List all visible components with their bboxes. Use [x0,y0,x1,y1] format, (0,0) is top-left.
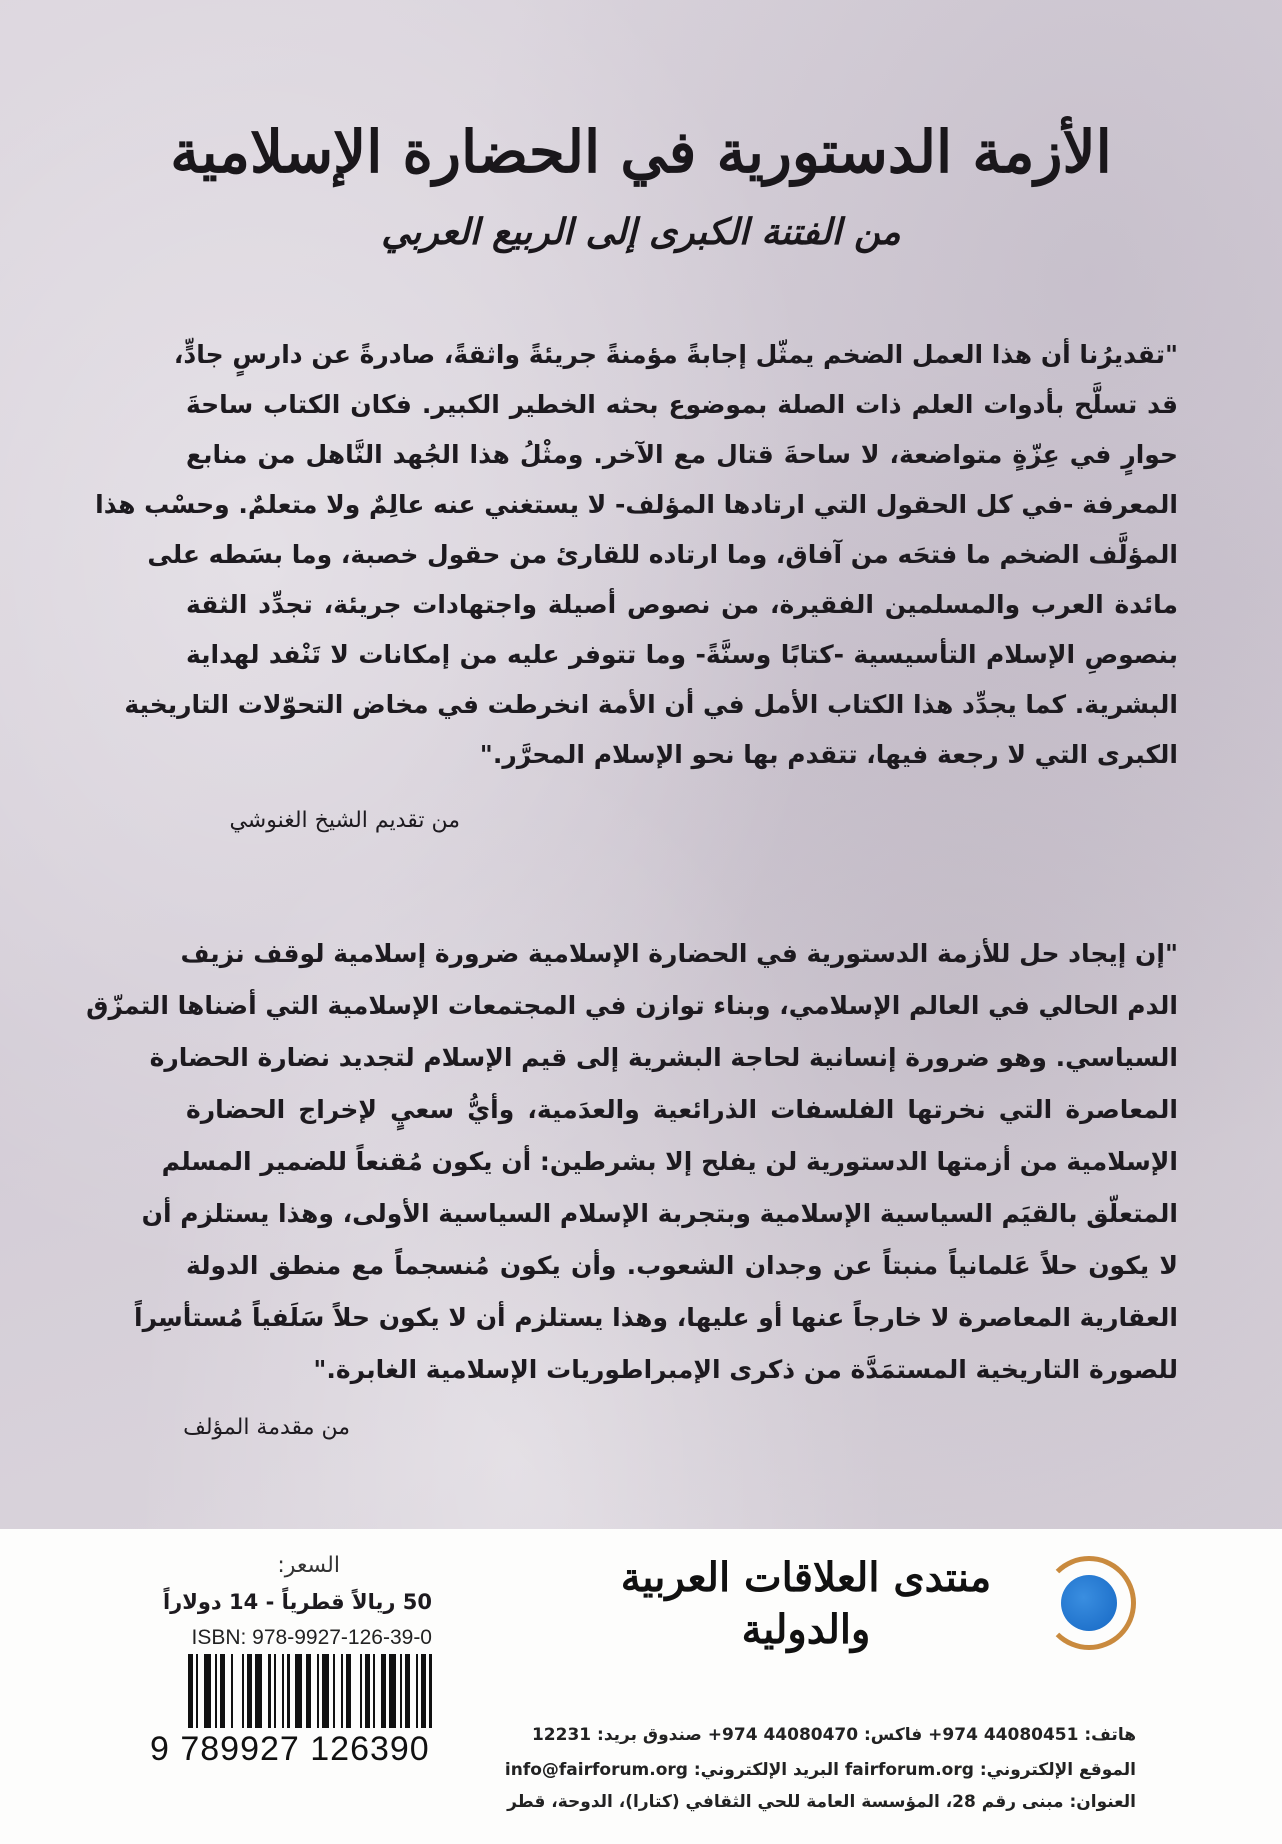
quote-ghannouchi [95,330,1178,780]
barcode-bar [242,1654,244,1728]
barcode-bar [268,1654,270,1728]
book-title: الأزمة الدستورية في الحضارة الإسلامية [170,118,1112,186]
barcode-bar [274,1654,276,1728]
barcode-bar [341,1654,343,1728]
price-value: 50 ريالاً قطرياً - 14 دولاراً [162,1590,432,1614]
barcode-bar [247,1654,252,1728]
quote-line: الإسلامية من أزمتها الدستورية لن يفلح إلا بشرطين: أن يكون مُقنعاً للضمير المسلم [161,1147,1178,1176]
barcode-bar [317,1654,319,1728]
quote-attribution: من مقدمة المؤلف [183,1415,350,1440]
barcode-bar [215,1654,217,1728]
barcode-bar [373,1654,375,1728]
barcode-bar [231,1654,233,1728]
quote-line: المعرفة -في كل الحقول التي ارتادها المؤلف- لا يستغني عنه عالِمٌ ولا متعلمٌ. وحسْب هذا [95,490,1178,519]
publisher-logo [576,1548,1136,1698]
quote-line: الدم الحالي في العالم الإسلامي، وبناء توازن في المجتمعات الإسلامية التي أضناها التمزّق [86,991,1178,1020]
book-subtitle: من الفتنة الكبرى إلى الربيع العربي [381,211,901,253]
barcode-bar [204,1654,211,1728]
publisher-name: منتدى العلاقات العربية والدولية [620,1554,992,1653]
quote-line: قد تسلَّح بأدوات العلم ذات الصلة بموضوع بحثه الخطير الكبير. فكان الكتاب ساحةَ [186,390,1178,419]
barcode-bar [429,1654,431,1728]
barcode-bar [322,1654,329,1728]
contact-address: العنوان: مبنى رقم 28، المؤسسة العامة للحي الثقافي (كتارا)، الدوحة، قطر [507,1792,1136,1812]
quote-author [86,928,1178,1396]
barcode-bar [360,1654,362,1728]
barcode-bar [220,1654,225,1728]
isbn: ISBN: 978-9927-126-39-0 [191,1626,432,1649]
quote-line: المتعلّق بالقيَم السياسية الإسلامية وبتجربة الإسلام السياسية الأولى، وهذا يستلزم أن [141,1199,1178,1228]
barcode-bar [346,1654,351,1728]
quote-line: "تقديرُنا أن هذا العمل الضخم يمثّل إجابةً مؤمنةً جريئةً واثقةً، صادرةً عن دارسٍ جادٍّ، [173,340,1178,369]
globe-icon [1042,1556,1136,1650]
price-label: السعر: [277,1553,340,1578]
barcode-number: 9 789927 126390 [150,1730,430,1768]
quote-line: المعاصرة التي نخرتها الفلسفات الذرائعية والعدَمية، وأيُّ سعيٍ لإخراج الحضارة [186,1095,1178,1124]
barcode [188,1654,432,1728]
barcode-bar [196,1654,198,1728]
barcode-bar [381,1654,386,1728]
quote-line: العقارية المعاصرة لا خارجاً عنها أو عليها، وهذا يستلزم أن لا يكون حلاً سَلَفياً مُستأسِراً [134,1303,1178,1332]
contact-phone: هاتف: 44080451 974+ فاكس: 44080470 974+ صندوق بريد: 12231 [531,1725,1136,1745]
quote-line: حوارٍ في عِزّةٍ متواضعة، لا ساحةَ قتال مع الآخر. ومثْلُ هذا الجُهد النَّاهل من منابع [186,440,1178,469]
quote-line: "إن إيجاد حل للأزمة الدستورية في الحضارة الإسلامية ضرورة إسلامية لوقف نزيف [180,939,1178,968]
quote-line: مائدة العرب والمسلمين الفقيرة، من نصوص أصيلة واجتهادات جريئة، تجدِّد الثقة [186,590,1178,619]
quote-line: بنصوصِ الإسلام التأسيسية -كتابًا وسنَّةً- وما تتوفر عليه من إمكانات لا تَنْفد لهداية [186,640,1178,669]
barcode-bar [365,1654,370,1728]
quote-line: المؤلَّف الضخم ما فتحَه من آفاق، وما ارتاده للقارئ من حقول خصبة، وما بسَطه على [147,540,1178,569]
barcode-bar [405,1654,410,1728]
barcode-bar [287,1654,289,1728]
contact-web: الموقع الإلكتروني: fairforum.org البريد الإلكتروني: info@fairforum.org [504,1760,1136,1780]
barcode-bar [188,1654,193,1728]
quote-line: لا يكون حلاً عَلمانياً منبتاً عن وجدان الشعوب. وأن يكون مُنسجماً مع منطق الدولة [186,1251,1178,1280]
quote-line: السياسي. وهو ضرورة إنسانية لحاجة البشرية إلى قيم الإسلام لتجديد نضارة الحضارة [149,1043,1178,1072]
barcode-bar [295,1654,302,1728]
barcode-bar [306,1654,311,1728]
quote-line: البشرية. كما يجدِّد هذا الكتاب الأمل في أن الأمة انخرطت في مخاض التحوّلات التاريخية [124,690,1178,719]
barcode-bar [389,1654,396,1728]
barcode-bar [255,1654,262,1728]
barcode-bar [282,1654,284,1728]
barcode-bar [400,1654,402,1728]
barcode-bar [333,1654,335,1728]
barcode-bar [416,1654,418,1728]
barcode-bar [421,1654,426,1728]
quote-line: للصورة التاريخية المستمَدَّة من ذكرى الإمبراطوريات الإسلامية الغابرة." [313,1355,1178,1384]
quote-line: الكبرى التي لا رجعة فيها، تتقدم بها نحو الإسلام المحرَّر." [479,740,1178,769]
quote-attribution: من تقديم الشيخ الغنوشي [229,808,460,833]
